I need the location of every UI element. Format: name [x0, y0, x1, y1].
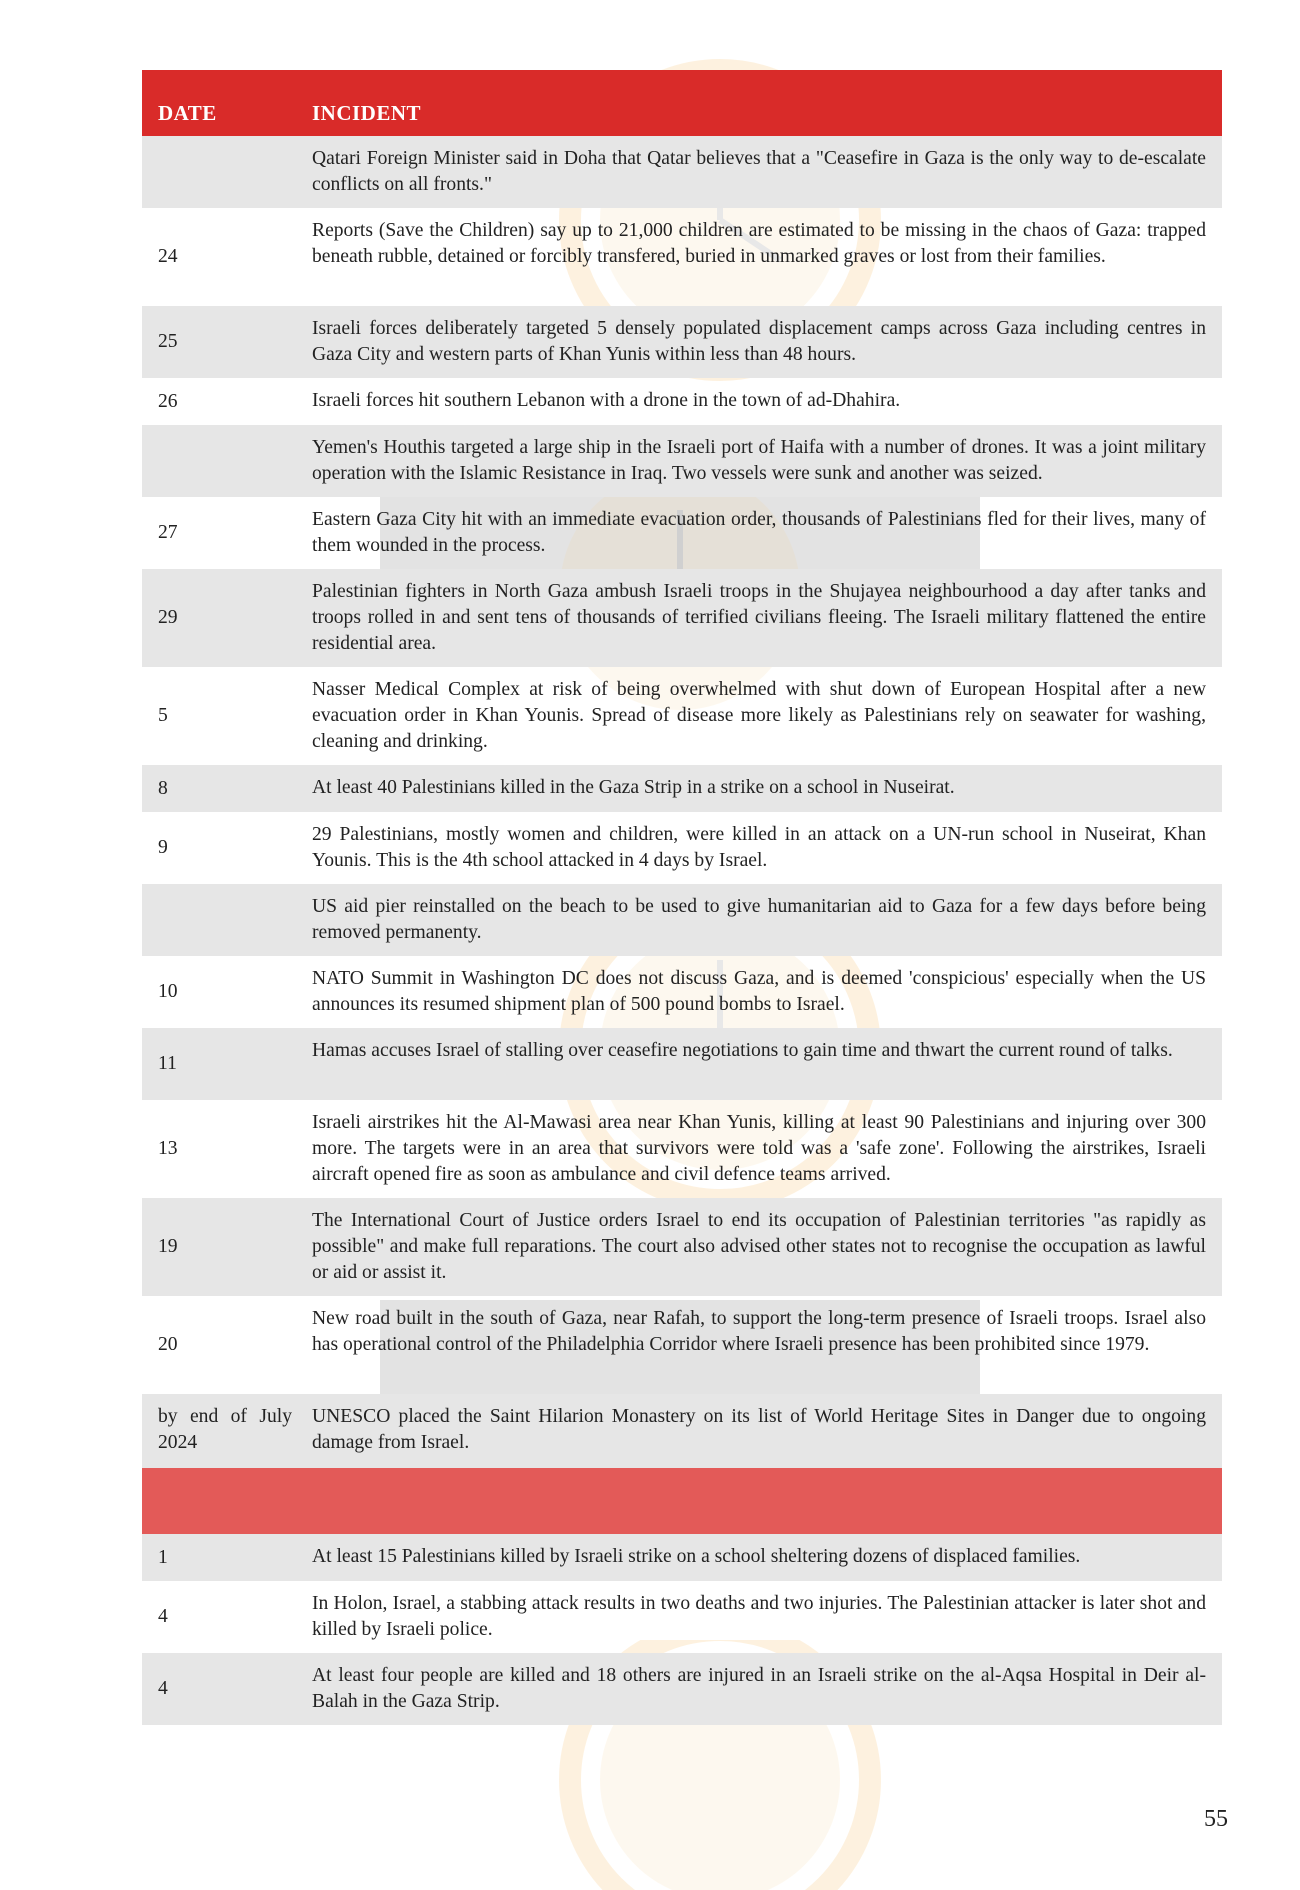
table-row — [142, 765, 1222, 812]
row-incident: The International Court of Justice orders Israel to end its occupation of Palestinian territories "as rapidly as possible" and make full reparations. The court also advised other states not to recognise the occupation as lawful or aid or assist it. — [312, 1210, 1206, 1283]
table-row — [142, 1581, 1222, 1653]
table-header — [142, 70, 1222, 136]
table-row — [142, 1653, 1222, 1725]
incident-table — [142, 70, 1222, 1725]
table-row — [142, 956, 1222, 1028]
table-row — [142, 425, 1222, 497]
row-date: 8 — [158, 777, 168, 799]
table-row — [142, 497, 1222, 569]
row-date: 10 — [158, 981, 178, 1002]
row-incident: Israeli forces deliberately targeted 5 densely populated displacement camps across Gaza including centres in Gaza City and western parts of Khan Yunis within less than 48 hours. — [312, 318, 1206, 365]
row-date: 29 — [158, 607, 178, 628]
table-row — [142, 1100, 1222, 1198]
table-body — [142, 136, 1222, 1468]
row-incident: US aid pier reinstalled on the beach to be used to give humanitarian aid to Gaza for a few days before being removed permanenty. — [312, 896, 1206, 943]
row-incident: At least 15 Palestinians killed by Israeli strike on a school sheltering dozens of displaced families. — [312, 1546, 1081, 1567]
row-date: 5 — [158, 705, 168, 726]
page-number: 55 — [1204, 1806, 1228, 1832]
row-date: 19 — [158, 1236, 178, 1257]
row-date: 27 — [158, 522, 178, 543]
row-incident: Qatari Foreign Minister said in Doha that Qatar believes that a "Ceasefire in Gaza is the only way to de-escalate conflicts on all fronts." — [312, 148, 1206, 195]
row-incident: At least 40 Palestinians killed in the Gaza Strip in a strike on a school in Nuseirat. — [312, 777, 955, 798]
table-row — [142, 667, 1222, 765]
row-date: 1 — [158, 1546, 168, 1568]
table-row — [142, 136, 1222, 208]
row-incident: 29 Palestinians, mostly women and children, were killed in an attack on a UN-run school in Nuseirat, Khan Younis. This is the 4th school attacked in 4 days by Israel. — [312, 824, 1206, 871]
row-incident: Israeli airstrikes hit the Al-Mawasi area near Khan Yunis, killing at least 90 Palestinians and injuring over 300 more. The targets were in an area that survivors were told was a 'safe zone'. Following the airstrikes, Israeli aircraft opened fire as soon as ambulance and civil defence teams arrived. — [312, 1112, 1206, 1185]
row-incident: Hamas accuses Israel of stalling over ceasefire negotiations to gain time and thwart the current round of talks. — [312, 1040, 1173, 1061]
table-row — [142, 1028, 1222, 1100]
table-body — [142, 1534, 1222, 1725]
row-date: 4 — [158, 1606, 168, 1627]
row-incident: New road built in the south of Gaza, near Rafah, to support the long-term presence of Israeli troops. Israel also has operational control of the Philadelphia Corridor where Israeli presence has been prohibited since 1979. — [312, 1308, 1206, 1355]
table-row — [142, 569, 1222, 667]
row-incident: NATO Summit in Washington DC does not discuss Gaza, and is deemed 'conspicious' especially when the US announces its resumed shipment plan of 500 pound bombs to Israel. — [312, 968, 1206, 1015]
row-incident: Yemen's Houthis targeted a large ship in the Israeli port of Haifa with a number of drones. It was a joint military operation with the Islamic Resistance in Iraq. Two vessels were sunk and another was seized. — [312, 437, 1206, 484]
row-incident: UNESCO placed the Saint Hilarion Monastery on its list of World Heritage Sites in Danger due to ongoing damage from Israel. — [312, 1406, 1206, 1453]
row-incident: Palestinian fighters in North Gaza ambush Israeli troops in the Shujayea neighbourhood a day after tanks and troops rolled in and sent tens of thousands of terrified civilians fleeing. The Israeli military flattened the entire residential area. — [312, 581, 1206, 654]
row-date: 26 — [158, 390, 178, 412]
table-row — [142, 378, 1222, 425]
row-incident: Reports (Save the Children) say up to 21,000 children are estimated to be missing in the chaos of Gaza: trapped beneath rubble, detained or forcibly transfered, buried in unmarked graves or lost from their families. — [312, 220, 1206, 267]
row-incident: Israeli forces hit southern Lebanon with a drone in the town of ad-Dhahira. — [312, 390, 901, 411]
row-date: 9 — [158, 837, 168, 858]
row-date: 11 — [158, 1053, 177, 1074]
date-column-header: DATE — [158, 101, 217, 125]
table-row — [142, 1198, 1222, 1296]
table-row — [142, 884, 1222, 956]
row-date: 24 — [158, 246, 178, 267]
table-row — [142, 1296, 1222, 1394]
row-date: by end of July 2024 — [158, 1406, 292, 1453]
table-row — [142, 1534, 1222, 1581]
row-incident: In Holon, Israel, a stabbing attack results in two deaths and two injuries. The Palestinian attacker is later shot and killed by Israeli police. — [312, 1593, 1206, 1640]
incident-column-header: INCIDENT — [312, 101, 422, 125]
row-incident: Nasser Medical Complex at risk of being overwhelmed with shut down of European Hospital after a new evacuation order in Khan Younis. Spread of disease more likely as Palestinians rely on seawater for washing, cleaning and drinking. — [312, 679, 1206, 752]
row-incident: At least four people are killed and 18 others are injured in an Israeli strike on the al-Aqsa Hospital in Deir al-Balah in the Gaza Strip. — [312, 1665, 1206, 1712]
row-date: 13 — [158, 1138, 178, 1159]
table-row — [142, 812, 1222, 884]
table-row — [142, 208, 1222, 306]
row-date: 20 — [158, 1334, 178, 1355]
row-date: 4 — [158, 1678, 168, 1699]
row-incident: Eastern Gaza City hit with an immediate evacuation order, thousands of Palestinians fled for their lives, many of them wounded in the process. — [312, 509, 1206, 556]
section-divider-bar — [142, 1468, 1222, 1534]
row-date: 25 — [158, 331, 178, 352]
table-row — [142, 306, 1222, 378]
table-row — [142, 1394, 1222, 1468]
